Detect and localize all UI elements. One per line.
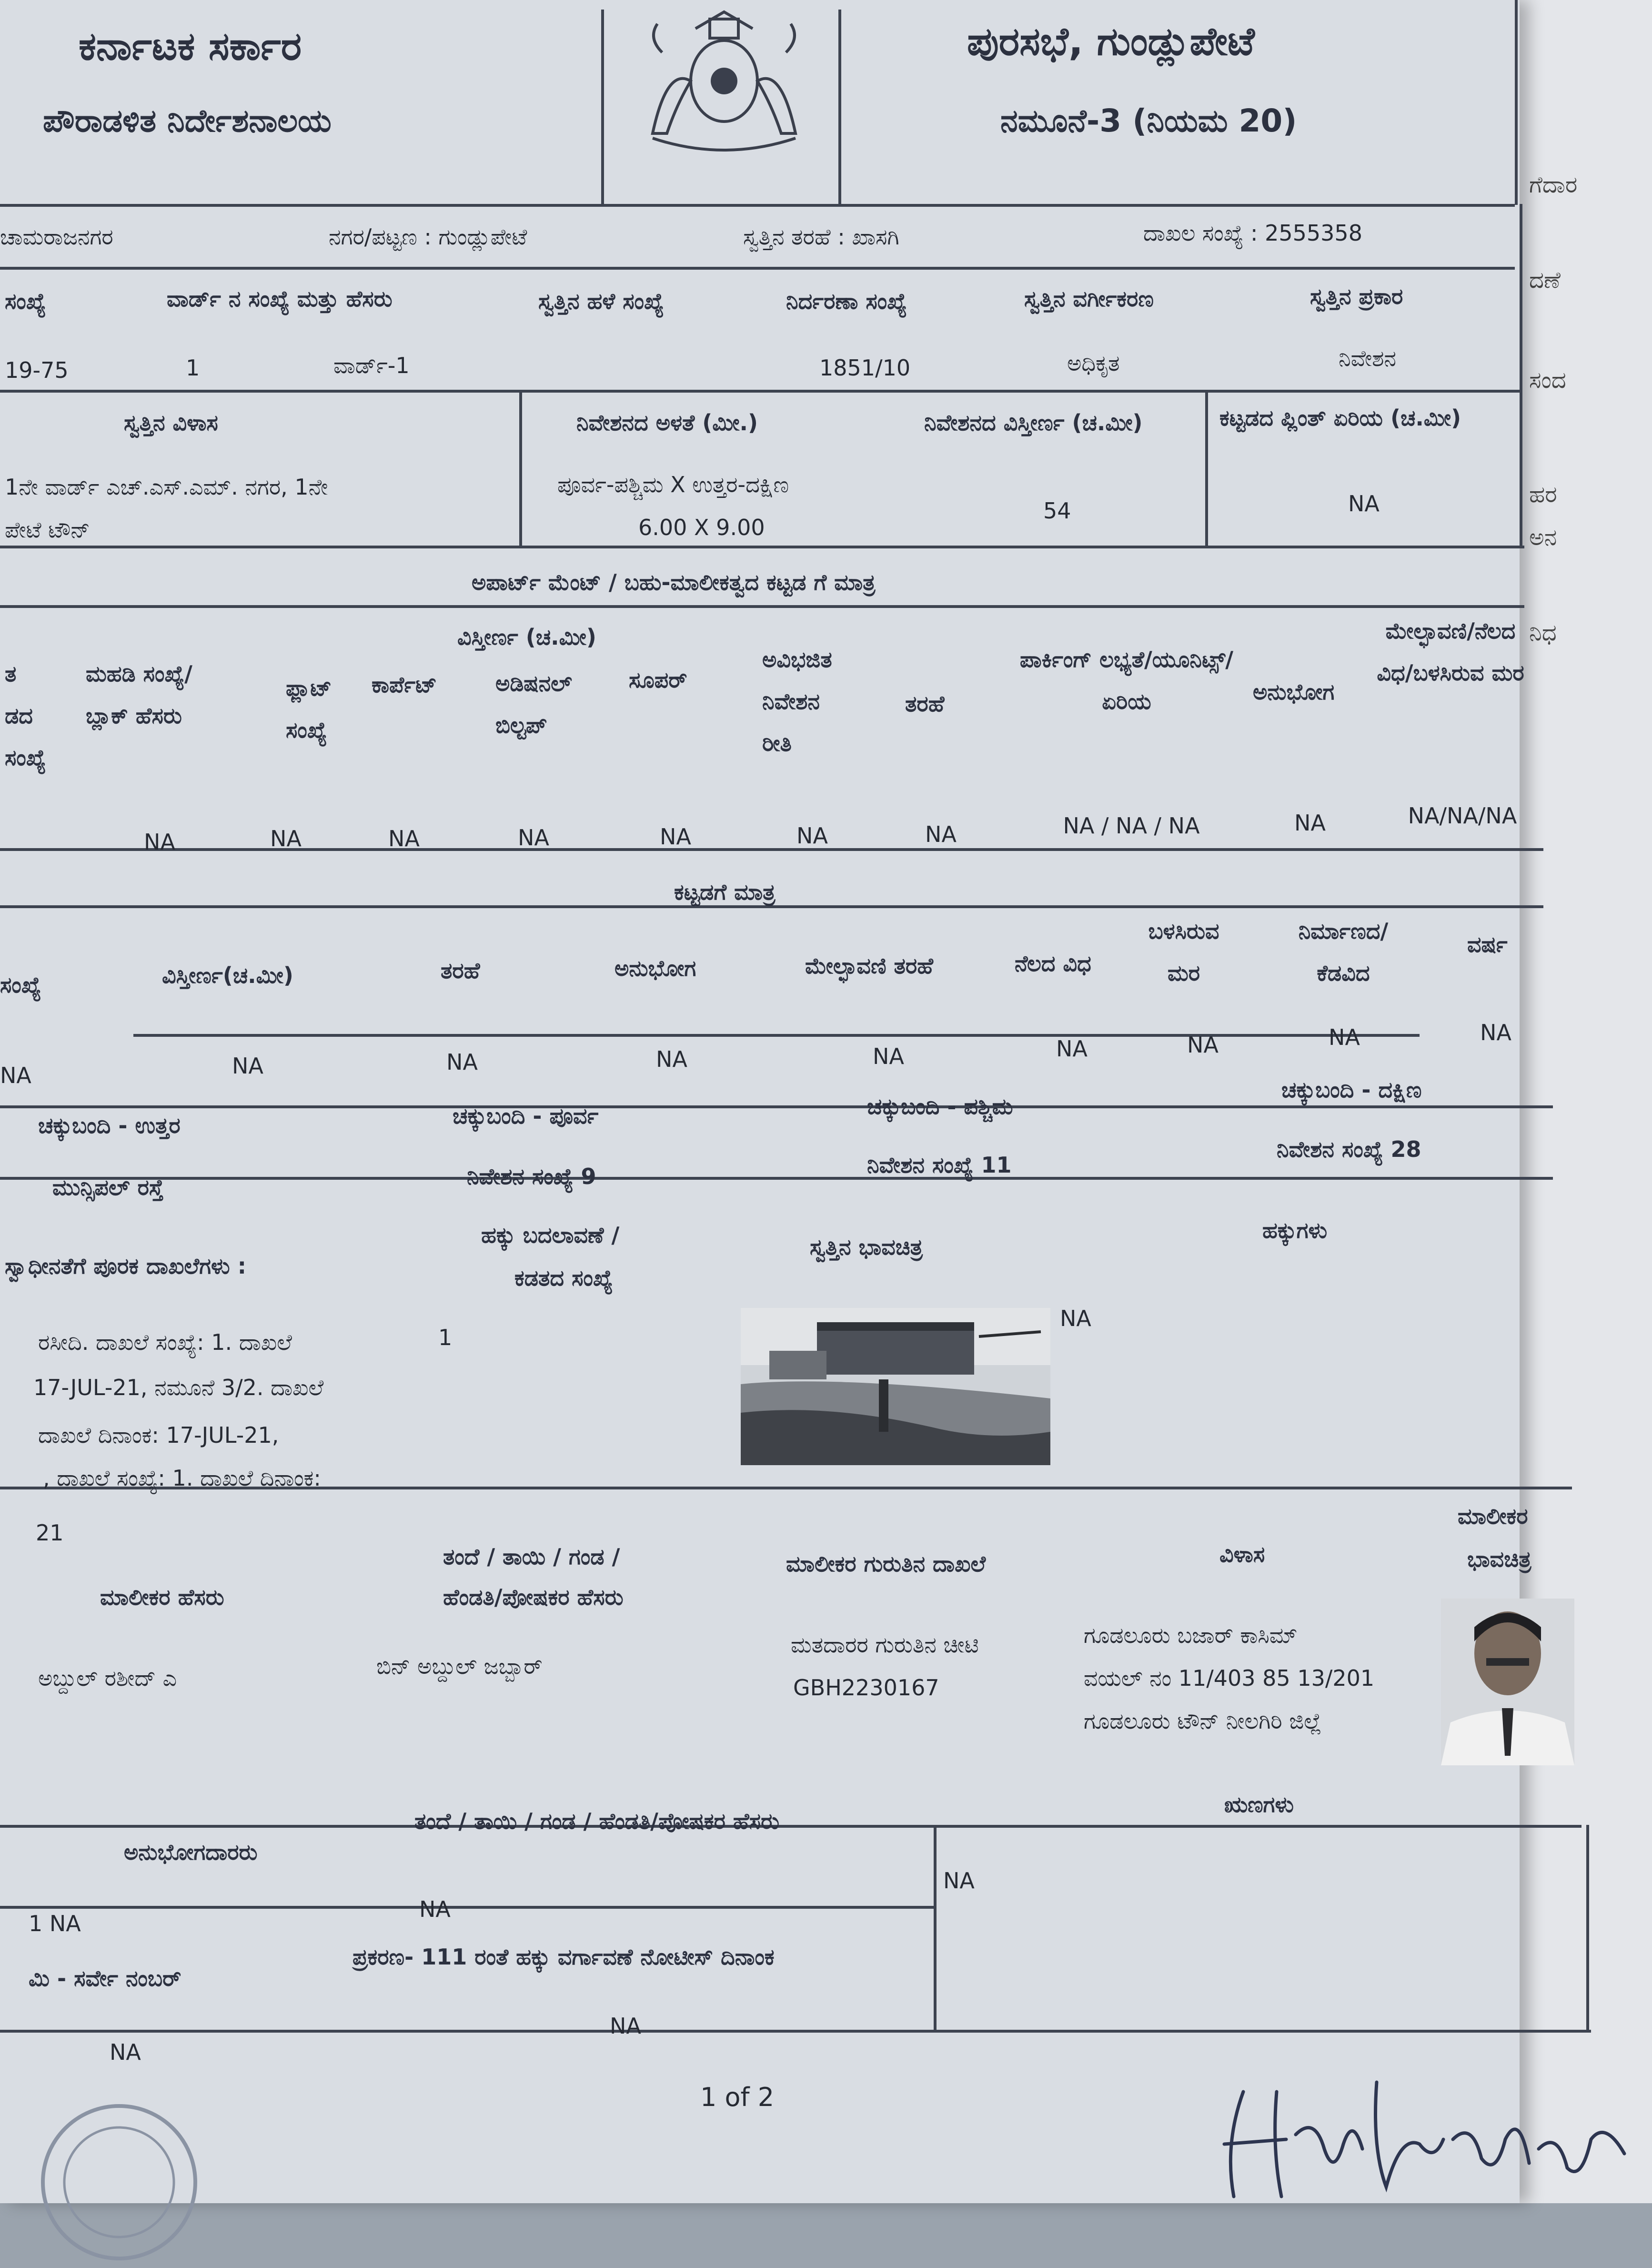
owner-name-header: ಮಾಲೀಕರ ಹೆಸರು bbox=[100, 1584, 224, 1610]
building-header-cell: ವಿಸ್ತೀರ್ಣ(ಚ.ಮೀ) bbox=[162, 962, 293, 988]
ids-value-cell: 1851/10 bbox=[819, 355, 911, 381]
site-dimension-label: ಪೂರ್ವ-ಪಶ್ಚಿಮ X ಉತ್ತರ-ದಕ್ಷಿಣ bbox=[557, 472, 789, 497]
ids-header-cell: ಸ್ವತ್ತಿನ ವರ್ಗೀಕರಣ bbox=[1024, 286, 1154, 312]
underlying-text: ಹರ bbox=[1529, 481, 1557, 508]
boundary-south-value: ನಿವೇಶನ ಸಂಖ್ಯೆ 28 bbox=[1277, 1136, 1421, 1162]
owner-id-number: GBH2230167 bbox=[793, 1675, 939, 1701]
form-number: ನಮೂನೆ-3 (ನಿಯಮ 20) bbox=[1000, 102, 1297, 139]
apartment-value-cell: NA bbox=[1294, 810, 1326, 836]
address-header-cell: ನಿವೇಶನದ ಅಳತೆ (ಮೀ.) bbox=[576, 410, 758, 435]
building-value-cell: NA bbox=[1056, 1036, 1088, 1062]
building-header-cell: ಅನುಭೋಗ bbox=[614, 955, 696, 981]
department-title: ಪೌರಾಡಳಿತ ನಿರ್ದೇಶನಾಲಯ bbox=[43, 102, 332, 139]
boundary-east-value: ನಿವೇಶನ ಸಂಖ್ಯೆ 9 bbox=[467, 1164, 596, 1189]
document-line: 17-JUL-21, ನಮೂನೆ 3/2. ದಾಖಲೆ bbox=[33, 1375, 324, 1400]
survey-number-value: NA bbox=[110, 2039, 141, 2065]
building-header-cell: ತರಹೆ bbox=[441, 958, 480, 983]
apartment-value-cell: NA/NA/NA bbox=[1408, 803, 1517, 829]
relation-header-line1: ತಂದೆ / ತಾಯಿ / ಗಂಡ / bbox=[443, 1544, 620, 1569]
municipality-title: ಪುರಸಭೆ, ಗುಂಡ್ಲುಪೇಟೆ bbox=[967, 19, 1255, 64]
apartment-header-cell: ಅವಿಭಜಿತ ನಿವೇಶನ ರೀತಿ bbox=[762, 647, 832, 756]
signature bbox=[1196, 2025, 1652, 2203]
building-header-cell: ನೆಲದ ವಿಧ bbox=[1015, 951, 1091, 976]
property-photo bbox=[741, 1308, 1050, 1465]
document-line: , ದಾಖಲೆ ಸಂಖ್ಯೆ: 1. ದಾಖಲೆ ದಿನಾಂಕ: bbox=[43, 1465, 321, 1491]
ids-header-cell: ನಿರ್ದರಣಾ ಸಂಖ್ಯೆ bbox=[786, 288, 907, 314]
boundary-north-value: ಮುನ್ಸಿಪಲ್ ರಸ್ತೆ bbox=[52, 1174, 164, 1200]
apartment-header-cell: ತ ಡದ ಸಂಖ್ಯೆ bbox=[5, 661, 46, 770]
karnataka-emblem-icon bbox=[624, 10, 824, 162]
transfer-notice-header: ಪ್ರಕರಣ- 111 ರಂತೆ ಹಕ್ಕು ವರ್ಗಾವಣೆ ನೋಟೀಸ್ ದಿನಾಂಕ bbox=[353, 1944, 775, 1970]
occupant-relation-value: NA bbox=[419, 1896, 451, 1922]
underlying-text: ನಿಧ bbox=[1529, 619, 1557, 646]
ids-value-cell: 1 bbox=[186, 355, 200, 381]
entry-number: ದಾಖಲ ಸಂಖ್ಯೆ : 2555358 bbox=[1143, 220, 1362, 246]
underlying-text: ಗೆದಾರ bbox=[1529, 172, 1578, 198]
apartment-value-cell: NA / NA / NA bbox=[1063, 813, 1200, 839]
ids-value-cell: ನಿವೇಶನ bbox=[1339, 345, 1396, 371]
apartment-header-cell: ಫ್ಲಾಟ್ ಸಂಖ್ಯೆ bbox=[286, 675, 332, 743]
boundary-west-label: ಚಕ್ಕುಬಂದಿ - ಪಶ್ಚಿಮ bbox=[867, 1094, 1013, 1119]
city: ನಗರ/ಪಟ್ಟಣ : ಗುಂಡ್ಲುಪೇಟೆ bbox=[329, 224, 527, 250]
site-dimension-value: 6.00 X 9.00 bbox=[638, 515, 765, 540]
rights-header: ಹಕ್ಕುಗಳು bbox=[1262, 1217, 1328, 1243]
owner-address-header: ವಿಳಾಸ bbox=[1219, 1541, 1265, 1567]
building-header-cell: ವರ್ಷ bbox=[1467, 932, 1508, 957]
owner-id-type: ಮತದಾರರ ಗುರುತಿನ ಚೀಟಿ bbox=[791, 1632, 979, 1658]
ids-value-cell: ಅಧಿಕೃತ bbox=[1067, 350, 1120, 376]
address-header-cell: ಸ್ವತ್ತಿನ ವಿಳಾಸ bbox=[124, 410, 218, 435]
building-value-cell: NA bbox=[873, 1043, 904, 1069]
apartment-section-title: ಅಪಾರ್ಟ್ ಮೆಂಟ್ / ಬಹು-ಮಾಲೀಕತ್ವದ ಕಟ್ಟಡ ಗೆ ಮಾತ್ರ bbox=[472, 569, 876, 595]
rights-value: NA bbox=[1060, 1306, 1091, 1331]
apartment-header-cell: ಕಾರ್ಪೆಟ್ bbox=[372, 672, 437, 698]
apartment-header-cell: ಸೂಪರ್ bbox=[629, 667, 687, 693]
owner-photo-header-line2: ಭಾವಚಿತ್ರ bbox=[1467, 1546, 1531, 1572]
ids-header-cell: ಸಂಖ್ಯೆ bbox=[5, 288, 46, 314]
apartment-value-cell: NA bbox=[660, 824, 691, 850]
govt-title: ಕರ್ನಾಟಕ ಸರ್ಕಾರ bbox=[79, 24, 302, 69]
ids-header-cell: ವಾರ್ಡ್ ನ ಸಂಖ್ಯೆ ಮತ್ತು ಹೆಸರು bbox=[167, 286, 393, 312]
building-header-cell: ಮೇಲ್ಛಾವಣಿ ತರಹೆ bbox=[805, 953, 933, 979]
ids-header-cell: ಸ್ವತ್ತಿನ ಹಳೆ ಸಂಖ್ಯೆ bbox=[538, 288, 664, 314]
owner-photo bbox=[1441, 1599, 1574, 1765]
apartment-header-cell: ತರಹೆ bbox=[905, 691, 945, 717]
apartment-value-cell: NA bbox=[796, 823, 828, 849]
apartment-value-cell: NA bbox=[144, 829, 175, 855]
survey-number-header: ಮಿ - ಸರ್ವೇ ನಂಬರ್ bbox=[29, 1965, 181, 1991]
apartment-header-cell: ಅಡಿಷನಲ್ ಬಿಲ್ಟಪ್ bbox=[495, 670, 572, 738]
building-value-cell: NA bbox=[1187, 1032, 1219, 1058]
underlying-text: ದಣೆ bbox=[1529, 267, 1561, 294]
ids-value-cell: 19-75 bbox=[5, 357, 69, 383]
owner-id-header: ಮಾಲೀಕರ ಗುರುತಿನ ದಾಖಲೆ bbox=[786, 1551, 986, 1577]
boundary-south-label: ಚಕ್ಕುಬಂದಿ - ದಕ್ಷಿಣ bbox=[1281, 1077, 1422, 1103]
district: ಚಾಮರಾಜನಗರ bbox=[0, 224, 113, 250]
building-value-cell: NA bbox=[232, 1053, 263, 1079]
site-area-value: 54 bbox=[1043, 498, 1071, 524]
apartment-value-cell: NA bbox=[388, 826, 420, 851]
apartment-value-cell: NA bbox=[925, 821, 957, 847]
documents-header: ಸ್ವಾಧೀನತೆಗೆ ಪೂರಕ ದಾಖಲೆಗಳು : bbox=[5, 1253, 246, 1279]
underlying-text: ಅನ bbox=[1529, 524, 1557, 551]
mutation-file-number: 1 bbox=[438, 1325, 453, 1350]
underlying-text: ಸಂದ bbox=[1529, 367, 1566, 394]
relation-header-line2: ಹೆಂಡತಿ/ಪೋಷಕರ ಹೆಸರು bbox=[443, 1584, 624, 1610]
boundary-east-label: ಚಕ್ಕುಬಂದಿ - ಪೂರ್ವ bbox=[453, 1103, 599, 1129]
property-photo-header: ಸ್ವತ್ತಿನ ಭಾವಚಿತ್ರ bbox=[810, 1234, 923, 1260]
address-header-cell: ಕಟ್ಟಡದ ಪ್ಲಿಂತ್ ಏರಿಯ (ಚ.ಮೀ) bbox=[1219, 405, 1461, 431]
transfer-notice-value: NA bbox=[610, 2013, 641, 2039]
loans-header: ಋಣಗಳು bbox=[1224, 1792, 1294, 1817]
apartment-value-cell: NA bbox=[518, 825, 549, 850]
building-value-cell: NA bbox=[1329, 1024, 1360, 1050]
document-line: ದಾಖಲೆ ದಿನಾಂಕ: 17-JUL-21, bbox=[38, 1422, 279, 1448]
occupant-relation-header: ತಂದೆ / ತಾಯಿ / ಗಂಡ / ಹೆಂಡತಿ/ಪೋಷಕರ ಹೆಸರು bbox=[414, 1808, 780, 1834]
owner-address-line3: ಗೂಡಲೂರು ಟೌನ್ ನೀಲಗಿರಿ ಜಿಲ್ಲೆ bbox=[1084, 1708, 1322, 1734]
property-type: ಸ್ವತ್ತಿನ ತರಹೆ : ಖಾಸಗಿ bbox=[743, 224, 899, 250]
ids-header-cell: ಸ್ವತ್ತಿನ ಪ್ರಕಾರ bbox=[1310, 284, 1403, 309]
owner-name: ಅಬ್ದುಲ್ ರಶೀದ್ ಎ bbox=[38, 1665, 177, 1691]
loans-value: NA bbox=[943, 1868, 975, 1893]
apartment-value-cell: NA bbox=[270, 826, 302, 851]
occupant-value: 1 NA bbox=[29, 1911, 81, 1936]
property-address-line1: 1ನೇ ವಾರ್ಡ್ ಎಚ್.ಎಸ್.ಎಮ್. ನಗರ, 1ನೇ bbox=[5, 474, 328, 500]
ids-value-cell: ವಾರ್ಡ್-1 bbox=[333, 353, 410, 378]
owner-photo-header-line1: ಮಾಲೀಕರ bbox=[1458, 1503, 1528, 1529]
owner-address-line2: ವಯಲ್ ನಂ 11/403 85 13/201 bbox=[1084, 1665, 1375, 1691]
building-value-cell: NA bbox=[0, 1063, 31, 1088]
mutation-header-line2: ಕಡತದ ಸಂಖ್ಯೆ bbox=[514, 1265, 613, 1291]
property-address-line2: ಪೇಟೆ ಟೌನ್ bbox=[5, 517, 90, 543]
page-number: 1 of 2 bbox=[700, 2082, 775, 2112]
owner-relation: ಬಿನ್ ಅಬ್ದುಲ್ ಜಬ್ಬಾರ್ bbox=[376, 1653, 543, 1679]
apartment-area-group: ವಿಸ್ತೀರ್ಣ (ಚ.ಮೀ) bbox=[457, 624, 596, 650]
building-section-title: ಕಟ್ಟಡಗೆ ಮಾತ್ರ bbox=[674, 879, 776, 905]
boundary-north-label: ಚಕ್ಕುಬಂದಿ - ಉತ್ತರ bbox=[38, 1113, 181, 1138]
boundary-west-value: ನಿವೇಶನ ಸಂಖ್ಯೆ 11 bbox=[867, 1152, 1012, 1178]
mutation-header-line1: ಹಕ್ಕು ಬದಲಾವಣೆ / bbox=[481, 1222, 620, 1248]
address-header-cell: ನಿವೇಶನದ ವಿಸ್ತೀರ್ಣ (ಚ.ಮೀ) bbox=[924, 410, 1143, 435]
building-value-cell: NA bbox=[446, 1049, 478, 1075]
building-value-cell: NA bbox=[1480, 1020, 1511, 1045]
underlying-sheet bbox=[1501, 0, 1652, 2203]
apartment-header-cell: ಮಹಡಿ ಸಂಖ್ಯೆ/ಬ್ಲಾಕ್ ಹೆಸರು bbox=[86, 661, 192, 729]
apartment-header-cell: ಮೇಲ್ಛಾವಣಿ/ನೆಲದ ವಿಧ/ಬಳಸಿರುವ ಮರ bbox=[1377, 618, 1524, 686]
owner-address-line1: ಗೂಡಲೂರು ಬಜಾರ್ ಕಾಸಿಮ್ bbox=[1084, 1622, 1298, 1648]
building-header-cell: ನಿರ್ಮಾಣದ/ ಕೆಡವಿದ bbox=[1298, 918, 1389, 986]
apartment-header-cell: ಅನುಭೋಗ bbox=[1253, 679, 1335, 705]
document-line: 21 bbox=[36, 1520, 64, 1546]
official-seal-icon bbox=[33, 2096, 205, 2268]
document-line: ರಸೀದಿ. ದಾಖಲೆ ಸಂಖ್ಯೆ: 1. ದಾಖಲೆ bbox=[38, 1329, 292, 1355]
building-header-cell: ಬಳಸಿರುವ ಮರ bbox=[1148, 918, 1219, 986]
building-value-cell: NA bbox=[656, 1046, 687, 1072]
building-header-cell: ಸಂಖ್ಯೆ bbox=[0, 972, 41, 998]
occupant-header: ಅನುಭೋಗದಾರರು bbox=[124, 1839, 258, 1865]
apartment-header-cell: ಪಾರ್ಕಿಂಗ್ ಲಭ್ಯತೆ/ಯೂನಿಟ್ಸ್/ಏರಿಯ bbox=[1019, 647, 1234, 714]
plinth-area-value: NA bbox=[1348, 491, 1380, 516]
